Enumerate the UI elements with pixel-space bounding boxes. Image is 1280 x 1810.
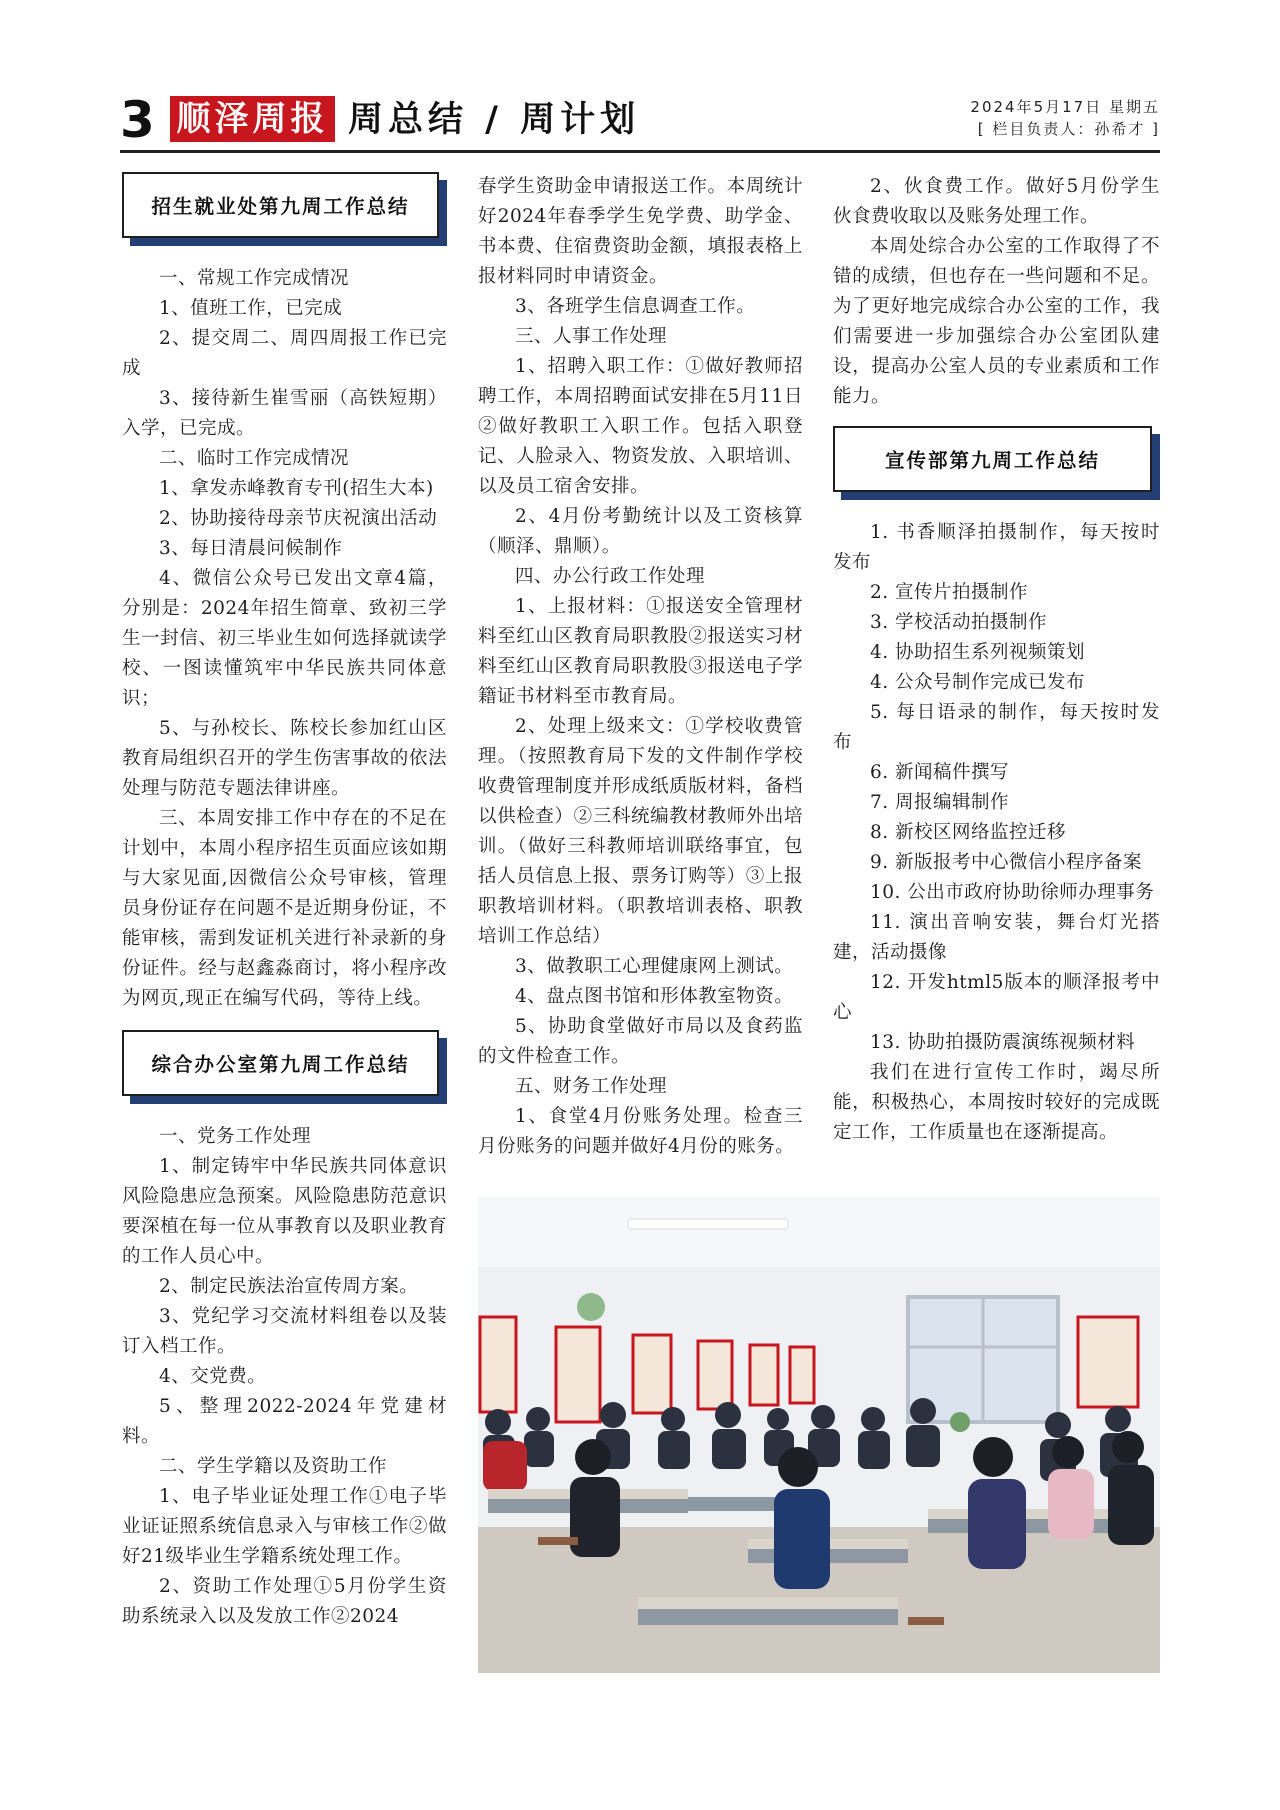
paragraph: 4. 协助招生系列视频策划 [870, 642, 1086, 663]
paragraph: 12. 开发html5版本的顺泽报考中心 [833, 972, 1160, 1023]
paragraph: 5、整理2022-2024年党建材料。 [122, 1396, 447, 1447]
paragraph: 2、4月份考勤统计以及工资核算（顺泽、鼎顺）。 [478, 506, 803, 557]
page-number: 3 [120, 91, 155, 149]
publicity-summary [833, 518, 1160, 1148]
paragraph: 2、伙食费工作。做好5月份学生伙食费收取以及账务处理工作。 [833, 176, 1160, 227]
paragraph: 3、接待新生崔雪丽（高铁短期）入学，已完成。 [122, 388, 447, 439]
section-heading-admissions: 招生就业处第九周工作总结 [122, 172, 439, 238]
paragraph: 1、制定铸牢中华民族共同体意识风险隐患应急预案。风险隐患防范意识要深植在每一位从事教育以及职业教育的工作人员心中。 [122, 1156, 447, 1267]
paragraph: 1、电子毕业证处理工作①电子毕业证证照系统信息录入与审核工作②做好21级毕业生学籍系统处理工作。 [122, 1486, 447, 1567]
paragraph: 1、值班工作，已完成 [159, 298, 343, 319]
issue-date: 2024年5月17日 星期五 [970, 98, 1160, 116]
paragraph: 3、做教职工心理健康网上测试。 [515, 956, 794, 977]
paragraph: 3、每日清晨问候制作 [159, 538, 343, 559]
paragraph: 2、资助工作处理①5月份学生资助系统录入以及发放工作②2024 [122, 1576, 447, 1627]
paragraph: 本周处综合办公室的工作取得了不错的成绩，但也存在一些问题和不足。为了更好地完成综合办公室的工作，我们需要进一步加强综合办公室团队建设，提高办公室人员的专业素质和工作能力。 [833, 236, 1160, 407]
paragraph: 2、协助接待母亲节庆祝演出活动 [159, 508, 438, 529]
section-heading-publicity: 宣传部第九周工作总结 [833, 426, 1152, 492]
paragraph: 4、交党费。 [159, 1366, 267, 1387]
paragraph: 一、党务工作处理 [159, 1126, 312, 1147]
paragraph: 6. 新闻稿件撰写 [870, 762, 1010, 783]
paragraph: 4. 公众号制作完成已发布 [870, 672, 1086, 693]
column-editor: [ 栏目负责人：孙希才 ] [970, 118, 1160, 140]
paragraph: 2、处理上级来文：①学校收费管理。（按照教育局下发的文件制作学校收费管理制度并形成纸质版材料，备档以供检查）②三科统编教材教师外出培训。（做好三科教师培训联络事宜，包括人员信息上报、票务订购等）③上报职教培训材料。（职教培训表格、职教培训工作总结） [478, 716, 803, 947]
paragraph: 11. 演出音响安装，舞台灯光搭建，活动摄像 [833, 912, 1160, 963]
paragraph: 春学生资助金申请报送工作。本周统计好2024年春季学生免学费、助学金、书本费、住宿费资助金额，填报表格上报材料同时申请资金。 [478, 176, 803, 287]
page-header [0, 0, 1280, 150]
paragraph: 7. 周报编辑制作 [870, 792, 1010, 813]
paragraph: 2、提交周二、周四周报工作已完成 [122, 328, 447, 379]
paragraph: 10. 公出市政府协助徐师办理事务 [870, 882, 1155, 903]
paragraph: 五、财务工作处理 [515, 1076, 668, 1097]
paragraph: 我们在进行宣传工作时，竭尽所能，积极热心，本周按时较好的完成既定工作，工作质量也在逐渐提高。 [833, 1062, 1160, 1143]
classroom-photo [478, 1197, 1160, 1673]
paragraph: 1、上报材料：①报送安全管理材料至红山区教育局职教股②报送实习材料至红山区教育局职教股③报送电子学籍证书材料至市教育局。 [478, 596, 803, 707]
paragraph: 3. 学校活动拍摄制作 [870, 612, 1048, 633]
paragraph: 三、人事工作处理 [515, 326, 668, 347]
paragraph: 5. 每日语录的制作，每天按时发布 [833, 702, 1160, 753]
paragraph: 2. 宣传片拍摄制作 [870, 582, 1029, 603]
paragraph: 1. 书香顺泽拍摄制作，每天按时发布 [833, 522, 1160, 573]
section-heading-general-office: 综合办公室第九周工作总结 [122, 1030, 439, 1096]
paragraph: 三、本周安排工作中存在的不足在计划中，本周小程序招生页面应该如期与大家见面,因微信公众号审核，管理员身份证存在问题不是近期身份证，不能审核，需到发证机关进行补录新的身份证件。经与赵鑫淼商讨，将小程序改为网页,现正在编写代码，等待上线。 [122, 808, 447, 1009]
paragraph: 13. 协助拍摄防震演练视频材料 [870, 1032, 1136, 1053]
paragraph: 二、临时工作完成情况 [159, 448, 350, 469]
column-3 [833, 172, 1160, 1148]
section-title: 周总结 / 周计划 [348, 100, 641, 140]
issue-info [970, 96, 1160, 140]
paragraph: 二、学生学籍以及资助工作 [159, 1456, 388, 1477]
general-office-summary [122, 1122, 447, 1632]
paragraph: 一、常规工作完成情况 [159, 268, 350, 289]
admissions-summary [122, 264, 447, 1014]
paragraph: 4、微信公众号已发出文章4篇，分别是：2024年招生简章、致初三学生一封信、初三毕业生如何选择就读学校、一图读懂筑牢中华民族共同体意识； [122, 568, 447, 709]
paragraph: 1、食堂4月份账务处理。检查三月份账务的问题并做好4月份的账务。 [478, 1106, 803, 1157]
paragraph: 3、各班学生信息调查工作。 [515, 296, 756, 317]
paragraph: 9. 新版报考中心微信小程序备案 [870, 852, 1143, 873]
masthead-logo: 顺泽周报 [170, 96, 335, 142]
paragraph: 4、盘点图书馆和形体教室物资。 [515, 986, 794, 1007]
paragraph: 5、协助食堂做好市局以及食药监的文件检查工作。 [478, 1016, 803, 1067]
header-divider [120, 150, 1160, 153]
classroom-illustration [478, 1197, 1160, 1673]
paragraph: 5、与孙校长、陈校长参加红山区教育局组织召开的学生伤害事故的依法处理与防范专题法律讲座。 [122, 718, 447, 799]
paragraph: 3、党纪学习交流材料组卷以及装订入档工作。 [122, 1306, 447, 1357]
paragraph: 8. 新校区网络监控迁移 [870, 822, 1067, 843]
paragraph: 四、办公行政工作处理 [515, 566, 706, 587]
column-2 [478, 172, 803, 1162]
paragraph: 1、拿发赤峰教育专刊(招生大本) [159, 478, 434, 499]
column-1 [122, 170, 447, 1632]
paragraph: 2、制定民族法治宣传周方案。 [159, 1276, 419, 1297]
paragraph: 1、招聘入职工作：①做好教师招聘工作，本周招聘面试安排在5月11日②做好教职工入职工作。包括入职登记、人脸录入、物资发放、入职培训、以及员工宿舍安排。 [478, 356, 803, 497]
